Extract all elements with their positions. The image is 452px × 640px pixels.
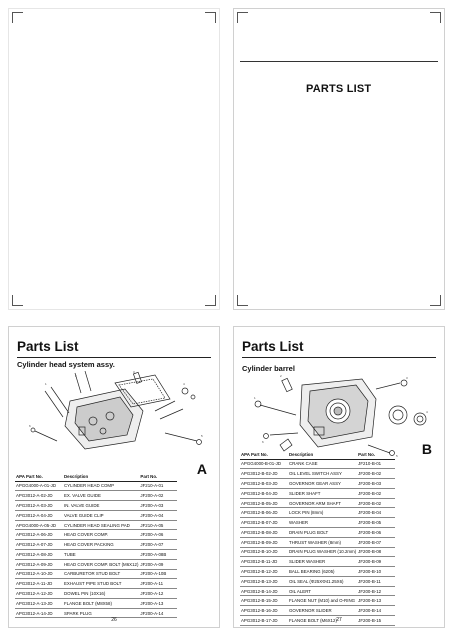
crop-mark xyxy=(12,12,23,23)
apa-part-no-cell: APGG4000-A-05-JD xyxy=(15,520,63,530)
apa-part-no-cell: APG3012-A-10-JD xyxy=(15,569,63,579)
part-no-cell: JF200-B-03 xyxy=(357,479,395,489)
description-cell: CYLINDER HEAD SEALING PAD xyxy=(63,520,139,530)
part-no-cell: JF200-B-07 xyxy=(357,537,395,547)
table-header-row xyxy=(15,473,177,481)
apa-part-no-cell: APG3012-A-12-JD xyxy=(15,589,63,599)
apa-part-no-cell: APG3012-A-06-JD xyxy=(15,530,63,540)
description-cell: SLIDER SHAFT xyxy=(288,488,357,498)
description-cell: DRAIN PLUG BOLT xyxy=(288,527,357,537)
page-title: Parts List xyxy=(242,339,304,354)
crop-mark xyxy=(205,12,216,23)
part-no-cell: JF200-B-02 xyxy=(357,469,395,479)
description-cell: VALVE GUIDE CLIP xyxy=(63,510,139,520)
crop-mark xyxy=(12,295,23,306)
part-no-cell: JF200-A-12 xyxy=(139,589,177,599)
description-cell: GOVERNOR ARM SHAFT xyxy=(288,498,357,508)
page-number: 26 xyxy=(111,617,117,623)
svg-text:2: 2 xyxy=(75,374,77,378)
apa-part-no-cell: APG3012-B-05-JD xyxy=(240,498,288,508)
part-no-cell: JF200-B-11 xyxy=(357,576,395,586)
apa-part-no-cell: APG3012-B-09-JD xyxy=(240,537,288,547)
description-cell: HEAD COVER COMP. BOLT (M6X12) xyxy=(63,559,139,569)
svg-text:5: 5 xyxy=(396,454,398,458)
description-cell: HEAD COVER COMP. xyxy=(63,530,139,540)
description-cell: DRAIN PLUG WASHER (10.2mm) xyxy=(288,547,357,557)
table-row xyxy=(240,557,395,567)
table-row xyxy=(240,576,395,586)
section-letter: A xyxy=(196,461,207,477)
part-no-cell: JF200-B-05 xyxy=(357,518,395,528)
part-no-cell: JF210-B-01 xyxy=(357,459,395,469)
table-row xyxy=(15,520,177,530)
part-no-cell: JF200-A-06 xyxy=(139,530,177,540)
apa-part-no-cell: APG3012-B-07-JD xyxy=(240,518,288,528)
part-no-cell: JF200-B-14 xyxy=(357,606,395,616)
table-row xyxy=(15,569,177,579)
apa-part-no-cell: APG3012-A-13-JD xyxy=(15,598,63,608)
description-cell: GOVERNOR GEAR ASSY xyxy=(288,479,357,489)
description-cell: SPARK PLUG xyxy=(63,608,139,618)
description-cell: HEAD COVER PACKING xyxy=(63,540,139,550)
description-cell: SLIDER WASHER xyxy=(288,557,357,567)
table-row xyxy=(240,527,395,537)
part-no-cell: JF200-B-06 xyxy=(357,527,395,537)
description-cell: EX. VALVE GUIDE xyxy=(63,491,139,501)
part-no-cell: JF210-A-05 xyxy=(139,520,177,530)
svg-text:6: 6 xyxy=(262,440,264,444)
apa-part-no-cell: APG3012-B-17-JD xyxy=(240,616,288,626)
table-row xyxy=(240,459,395,469)
description-cell: GOVERNOR SLIDER xyxy=(288,606,357,616)
apa-part-no-cell: APG3012-A-14-JD xyxy=(15,608,63,618)
description-cell: LOCK PIN (8mm) xyxy=(288,508,357,518)
column-header: Part No. xyxy=(139,473,177,481)
apa-part-no-cell: APGG4000-B-01-JD xyxy=(240,459,288,469)
part-no-cell: JF200-B-08 xyxy=(357,547,395,557)
table-row xyxy=(15,540,177,550)
cylinder-barrel-exploded-diagram xyxy=(240,375,438,459)
column-header: Description xyxy=(63,473,139,481)
part-no-cell: JF200-B-04 xyxy=(357,508,395,518)
crop-mark xyxy=(237,295,248,306)
apa-part-no-cell: APGG4000-A-01-JD xyxy=(15,481,63,491)
description-cell: IN. VALVE GUIDE xyxy=(63,501,139,511)
page-number: 27 xyxy=(336,617,342,623)
svg-text:4: 4 xyxy=(183,382,185,386)
apa-part-no-cell: APG3012-B-03-JD xyxy=(240,479,288,489)
table-row xyxy=(240,479,395,489)
section-letter: B xyxy=(421,441,432,457)
title-rule xyxy=(17,357,211,358)
apa-part-no-cell: APG3012-B-16-JD xyxy=(240,606,288,616)
column-header: Part No. xyxy=(357,451,395,459)
svg-text:3: 3 xyxy=(133,371,135,374)
table-row xyxy=(15,501,177,511)
part-no-cell: JF200-A-10B xyxy=(139,569,177,579)
description-cell: OIL ALERT xyxy=(288,586,357,596)
crop-mark xyxy=(205,295,216,306)
table-row xyxy=(240,586,395,596)
column-header: APA Part No. xyxy=(240,451,288,459)
apa-part-no-cell: APG3012-A-11-JD xyxy=(15,579,63,589)
part-no-cell: JF200-A-03 xyxy=(139,501,177,511)
svg-text:3: 3 xyxy=(406,376,408,380)
table-row xyxy=(240,469,395,479)
title-rule xyxy=(242,357,436,358)
part-no-cell: JF200-A-14 xyxy=(139,608,177,618)
part-no-cell: JF200-A-04 xyxy=(139,510,177,520)
part-no-cell: JF200-B-13 xyxy=(357,596,395,606)
table-row xyxy=(15,530,177,540)
apa-part-no-cell: APG3012-A-08-JD xyxy=(15,549,63,559)
svg-text:6: 6 xyxy=(29,424,31,428)
description-cell: OIL LEVEL SWITCH ASSY xyxy=(288,469,357,479)
title-rule xyxy=(240,61,438,62)
table-row xyxy=(15,589,177,599)
apa-part-no-cell: APG3012-A-04-JD xyxy=(15,510,63,520)
cover-title: PARTS LIST xyxy=(306,83,372,95)
parts-table xyxy=(240,451,395,626)
table-row xyxy=(240,518,395,528)
apa-part-no-cell: APG3012-B-02-JD xyxy=(240,469,288,479)
apa-part-no-cell: APG3012-B-06-JD xyxy=(240,508,288,518)
table-header-row xyxy=(240,451,395,459)
crop-mark xyxy=(237,12,248,23)
parts-page-b xyxy=(233,326,445,628)
description-cell: OIL SEAL (Φ25XΦ41.25X6) xyxy=(288,576,357,586)
part-no-cell: JF200-B-15 xyxy=(357,616,395,626)
column-header: APA Part No. xyxy=(15,473,63,481)
column-header: Description xyxy=(288,451,357,459)
svg-text:1: 1 xyxy=(45,382,47,386)
apa-part-no-cell: APG3012-B-15-JD xyxy=(240,596,288,606)
description-cell: CARBURETOR STUD BOLT xyxy=(63,569,139,579)
table-row xyxy=(240,508,395,518)
table-row xyxy=(240,488,395,498)
description-cell: EXHAUST PIPE STUD BOLT xyxy=(63,579,139,589)
description-cell: FLANGE NUT (M10) and O-RING xyxy=(288,596,357,606)
part-no-cell: JF200-B-02 xyxy=(357,498,395,508)
description-cell: WASHER xyxy=(288,518,357,528)
description-cell: CYLINDER HEAD COMP xyxy=(63,481,139,491)
table-row xyxy=(240,567,395,577)
apa-part-no-cell: APG3012-B-13-JD xyxy=(240,576,288,586)
cylinder-head-exploded-diagram xyxy=(15,371,213,451)
parts-table xyxy=(15,473,177,618)
description-cell: DOWEL PIN (10X16) xyxy=(63,589,139,599)
section-subtitle: Cylinder barrel xyxy=(242,364,295,373)
table-row xyxy=(15,559,177,569)
crop-mark xyxy=(430,12,441,23)
cover-page xyxy=(233,8,445,310)
apa-part-no-cell: APG3012-B-12-JD xyxy=(240,567,288,577)
part-no-cell: JF200-A-11 xyxy=(139,579,177,589)
part-no-cell: JF200-B-09 xyxy=(357,557,395,567)
table-row xyxy=(240,537,395,547)
table-row xyxy=(15,491,177,501)
part-no-cell: JF200-B-02 xyxy=(357,488,395,498)
table-row xyxy=(240,596,395,606)
table-row xyxy=(240,498,395,508)
apa-part-no-cell: APG3012-A-03-JD xyxy=(15,501,63,511)
part-no-cell: JF200-A-08B xyxy=(139,549,177,559)
part-no-cell: JF200-A-02 xyxy=(139,491,177,501)
apa-part-no-cell: APG3012-A-07-JD xyxy=(15,540,63,550)
description-cell: BALL BEARING (6205) xyxy=(288,567,357,577)
description-cell: CRANK CASE xyxy=(288,459,357,469)
svg-text:1: 1 xyxy=(254,396,256,400)
table-row xyxy=(15,598,177,608)
part-no-cell: JF210-A-01 xyxy=(139,481,177,491)
description-cell: FLANGE BOLT (M8X58) xyxy=(63,598,139,608)
part-no-cell: JF200-B-12 xyxy=(357,586,395,596)
table-row xyxy=(240,547,395,557)
section-subtitle: Cylinder head system assy. xyxy=(17,360,115,369)
apa-part-no-cell: APG3012-B-10-JD xyxy=(240,547,288,557)
description-cell: FLANGE BOLT (M6X12) xyxy=(288,616,357,626)
description-cell: THRUST WASHER (8mm) xyxy=(288,537,357,547)
crop-mark xyxy=(430,295,441,306)
parts-page-a xyxy=(8,326,220,628)
description-cell: TUBE xyxy=(63,549,139,559)
page-title: Parts List xyxy=(17,339,79,354)
svg-text:4: 4 xyxy=(426,410,428,414)
table-row xyxy=(15,510,177,520)
apa-part-no-cell: APG3012-B-11-JD xyxy=(240,557,288,567)
apa-part-no-cell: APG3012-B-14-JD xyxy=(240,586,288,596)
part-no-cell: JF200-A-07 xyxy=(139,540,177,550)
blank-page xyxy=(8,8,220,310)
apa-part-no-cell: APG3012-B-04-JD xyxy=(240,488,288,498)
table-row xyxy=(15,481,177,491)
part-no-cell: JF200-A-09 xyxy=(139,559,177,569)
part-no-cell: JF200-B-10 xyxy=(357,567,395,577)
svg-text:2: 2 xyxy=(280,375,282,378)
apa-part-no-cell: APG3012-B-08-JD xyxy=(240,527,288,537)
svg-text:5: 5 xyxy=(201,434,203,438)
table-row xyxy=(240,606,395,616)
apa-part-no-cell: APG3012-A-02-JD xyxy=(15,491,63,501)
table-row xyxy=(15,549,177,559)
part-no-cell: JF200-A-13 xyxy=(139,598,177,608)
apa-part-no-cell: APG3012-A-09-JD xyxy=(15,559,63,569)
table-row xyxy=(15,579,177,589)
